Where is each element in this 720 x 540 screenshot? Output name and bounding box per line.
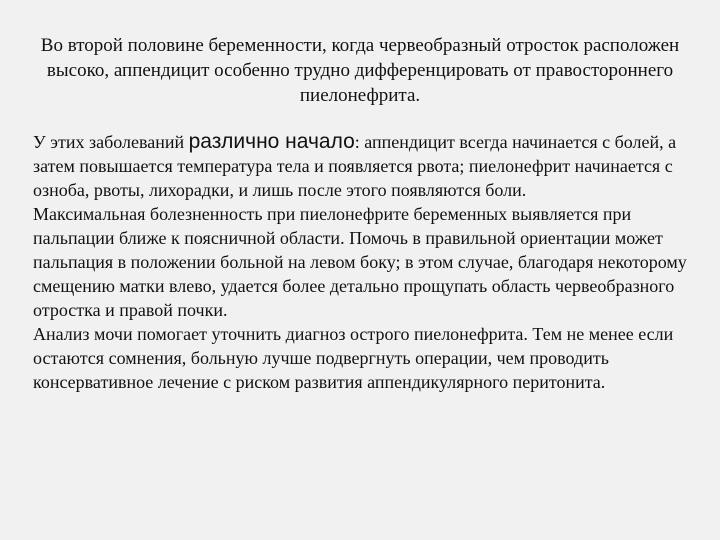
slide-title: Во второй половине беременности, когда червеобразный отросток расположен высоко, аппендицит особенно трудно дифференцировать от правостороннего пиелонефрита. xyxy=(40,35,680,106)
paragraph-palpation: Максимальная болезненность при пиелонефрите беременных выявляется при пальпации ближе к поясничной области. Помочь в правильной ориентации может пальпация в положении больной на левом боку; в этом случае, благодаря некоторому смещению матки влево, удается более детально прощупать область червеобразного отростка и правой почки. xyxy=(33,204,687,320)
paragraph-onset-lead: У этих заболеваний xyxy=(33,132,189,152)
paragraph-onset xyxy=(33,130,693,202)
paragraph-onset-rest: : аппендицит всегда начинается с болей, а затем повышается температура тела и появляется рвота; пиелонефрит начинается с озноба, рвоты, лихорадки, и лишь после этого появляются боли. xyxy=(33,132,677,200)
paragraph-onset-emphasis: различно начало xyxy=(188,130,355,153)
slide-body xyxy=(33,130,693,394)
paragraph-urinalysis: Анализ мочи помогает уточнить диагноз острого пиелонефрита. Тем не менее если остаются сомнения, больную лучше подвергнуть операции, чем проводить консервативное лечение с риском развития аппендикулярного перитонита. xyxy=(33,324,674,392)
